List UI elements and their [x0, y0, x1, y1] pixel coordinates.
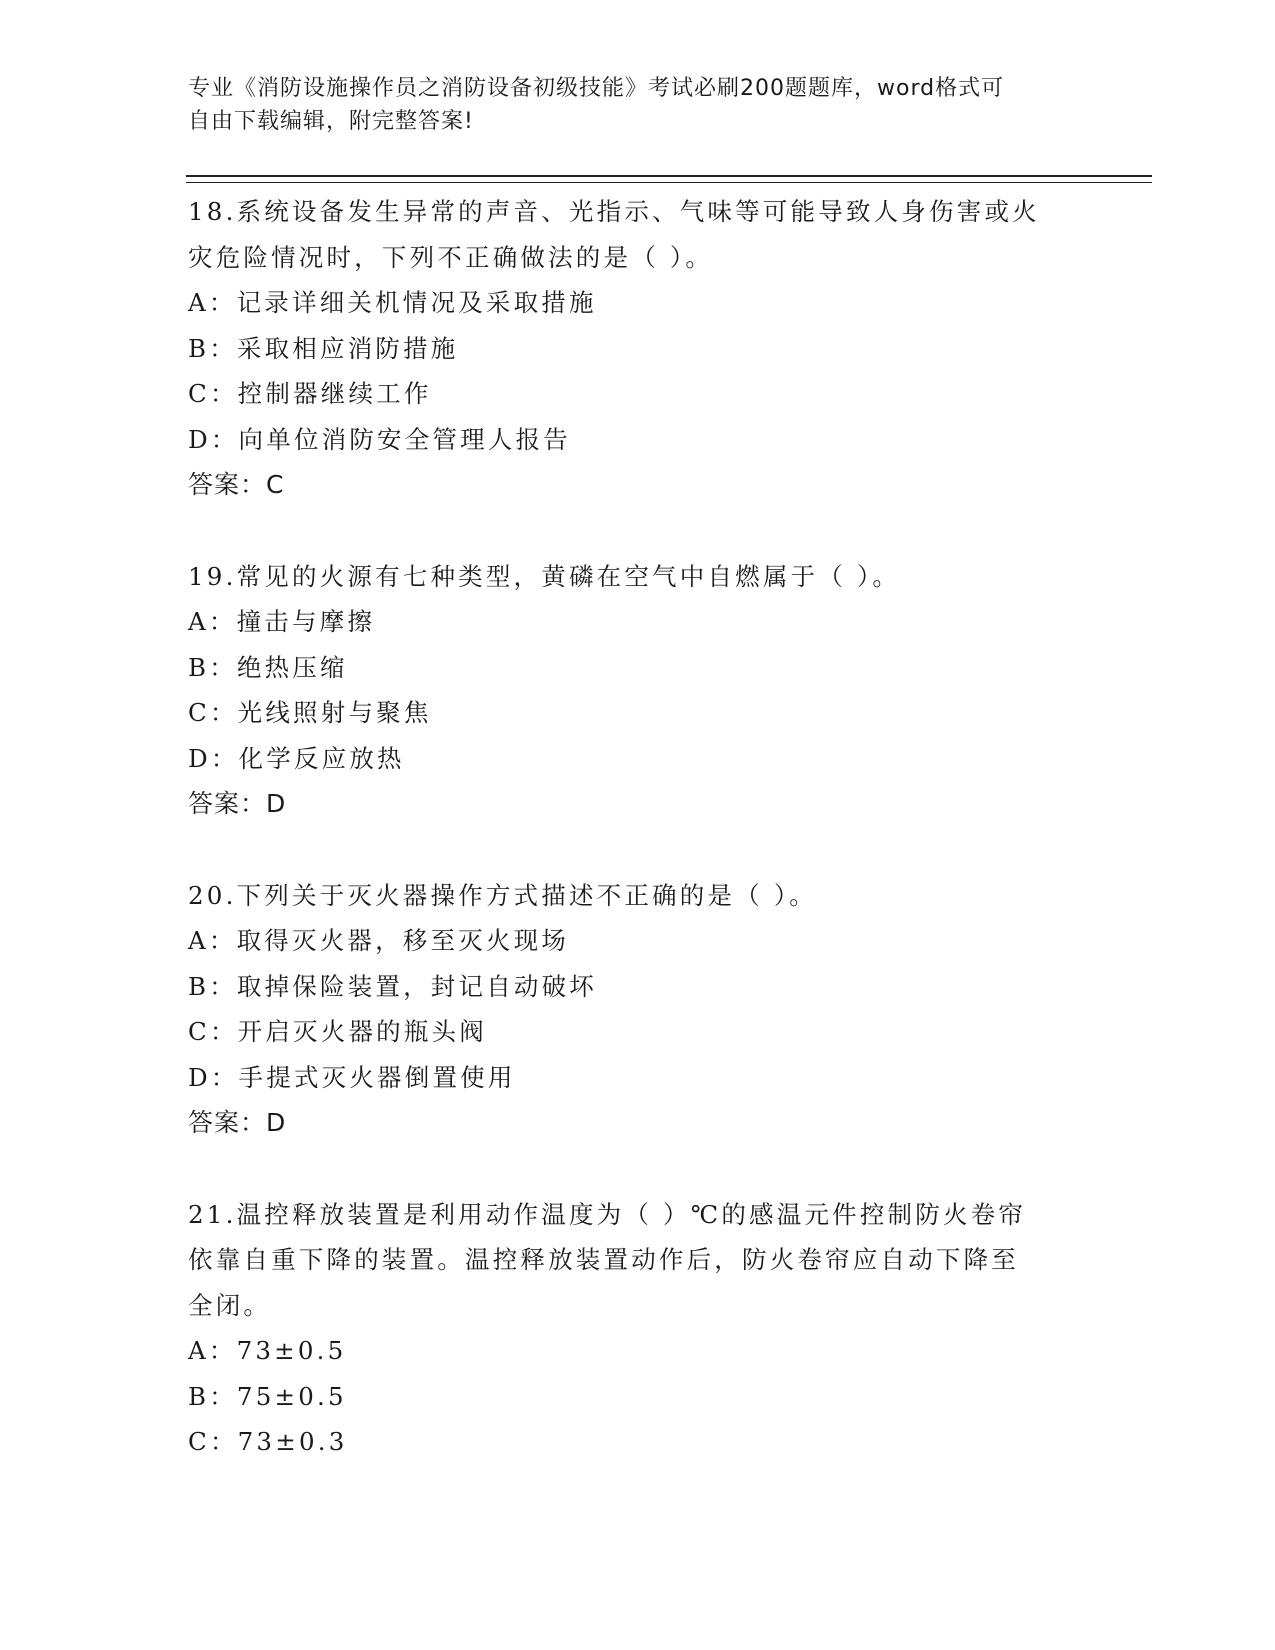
answer-label: 答案：D	[188, 789, 287, 818]
stem-line: 全闭。	[188, 1290, 272, 1320]
option-c: C：开启灭火器的瓶头阀	[188, 1017, 487, 1046]
option-d: D：向单位消防安全管理人报告	[188, 424, 571, 454]
question-stem	[188, 873, 1088, 919]
option-b: B：采取相应消防措施	[188, 333, 459, 363]
option-a: A：73±0.5	[188, 1336, 347, 1365]
option-a: A：取得灭火器，移至灭火现场	[188, 926, 569, 955]
question-stem	[188, 189, 1088, 280]
option-d: D：化学反应放热	[188, 743, 405, 773]
question-stem	[188, 554, 1088, 600]
stem-line: 依靠自重下降的装置。温控释放装置动作后，防火卷帘应自动下降至	[188, 1245, 1019, 1274]
document-header	[188, 72, 1068, 138]
stem-line: 21.温控释放装置是利用动作温度为（ ）℃的感温元件控制防火卷帘	[188, 1199, 1027, 1229]
option-b: B：绝热压缩	[188, 652, 348, 682]
option-c: C：光线照射与聚焦	[188, 698, 432, 727]
header-line-2: 自由下载编辑，附完整答案!	[188, 109, 474, 134]
stem-line: 19.常见的火源有七种类型，黄磷在空气中自燃属于（ ）。	[188, 561, 901, 591]
option-c: C：控制器继续工作	[188, 379, 432, 408]
stem-line: 18.系统设备发生异常的声音、光指示、气味等可能导致人身伤害或火	[188, 197, 1040, 226]
question-stem	[188, 1192, 1088, 1329]
option-c: C：73±0.3	[188, 1427, 348, 1456]
question-20	[188, 873, 1088, 1146]
option-a: A：记录详细关机情况及采取措施	[188, 288, 597, 317]
header-divider-thin	[186, 182, 1152, 183]
stem-line: 灾危险情况时，下列不正确做法的是（ ）。	[188, 242, 714, 272]
option-b: B：取掉保险装置，封记自动破坏	[188, 971, 598, 1001]
question-list	[188, 189, 1088, 1511]
question-19	[188, 554, 1088, 827]
question-18	[188, 189, 1088, 508]
header-divider-thick	[186, 175, 1152, 177]
question-21	[188, 1192, 1088, 1465]
answer-label: 答案：D	[188, 1108, 287, 1137]
option-a: A：撞击与摩擦	[188, 607, 376, 636]
answer-label: 答案：C	[188, 470, 285, 499]
header-line-1: 专业《消防设施操作员之消防设备初级技能》考试必刷200题题库，word格式可	[188, 76, 1005, 101]
option-b: B：75±0.5	[188, 1381, 347, 1411]
stem-line: 20.下列关于灭火器操作方式描述不正确的是（ ）。	[188, 880, 817, 910]
option-d: D：手提式灭火器倒置使用	[188, 1062, 516, 1092]
